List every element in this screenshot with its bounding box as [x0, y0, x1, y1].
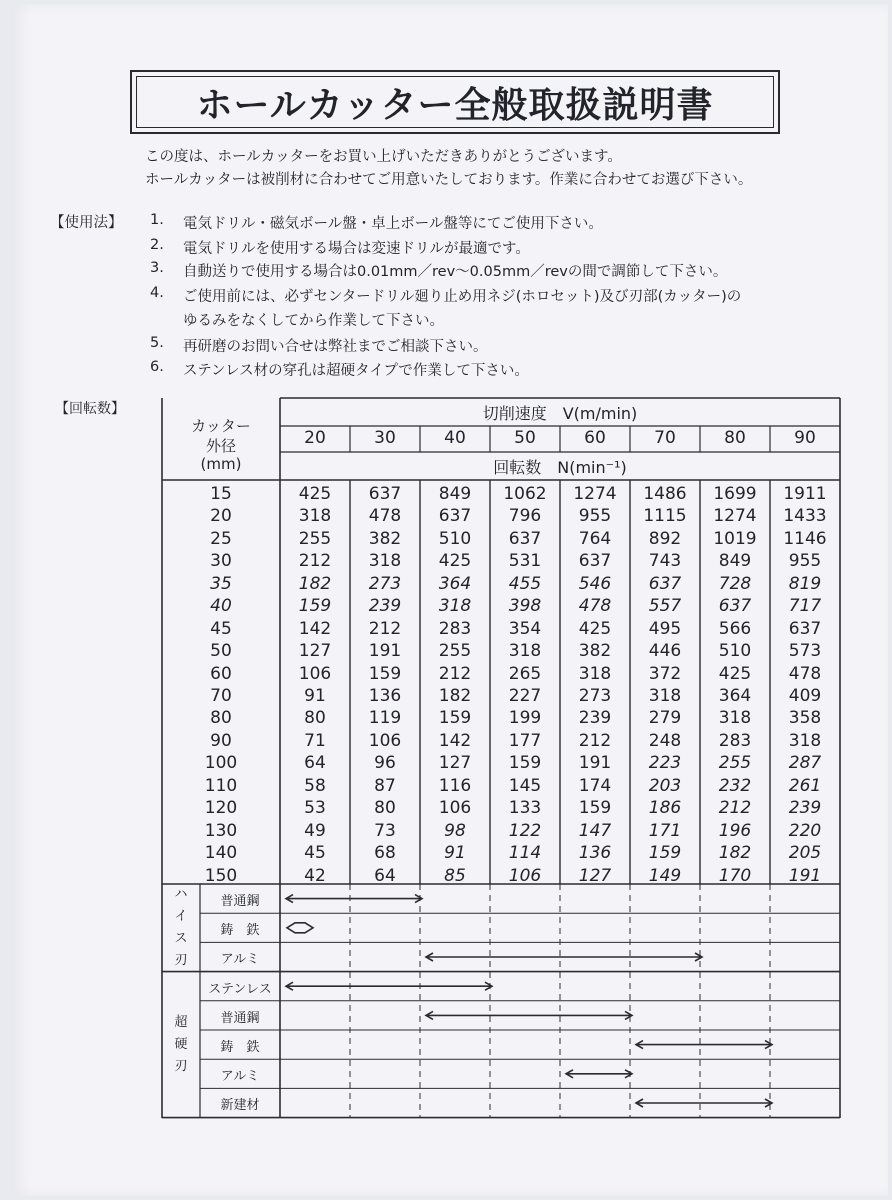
- rpm-value: 239: [578, 708, 612, 729]
- material-label: アルミ: [220, 952, 260, 968]
- speed-value: 90: [794, 428, 816, 448]
- rpm-value: 1062: [503, 484, 547, 504]
- blade-type-label: [162, 1012, 200, 1078]
- material-label: 普通鋼: [220, 1010, 260, 1026]
- rpm-value: 220: [788, 820, 822, 841]
- rpm-value: 58: [304, 775, 326, 796]
- rpm-value: 261: [788, 775, 822, 796]
- rpm-value: 136: [578, 843, 612, 864]
- rpm-value: 425: [578, 618, 612, 639]
- rpm-value: 273: [578, 686, 612, 706]
- rpm-value: 637: [438, 506, 472, 527]
- rpm-value: 239: [368, 596, 402, 617]
- rpm-value: 203: [648, 775, 682, 796]
- rpm-value: 478: [578, 596, 612, 617]
- rpm-value: 1486: [643, 484, 687, 504]
- rpm-value: 1146: [783, 528, 827, 549]
- rpm-value: 142: [438, 730, 472, 751]
- usage-item-text: ゆるみをなくしてから作業して下さい。: [183, 313, 444, 329]
- rpm-value: 64: [304, 753, 326, 774]
- rpm-value: 318: [298, 506, 332, 527]
- rpm-value: 318: [438, 596, 472, 617]
- document-title: ホールカッター全般取扱説明書: [196, 84, 714, 126]
- diameter-value: 60: [210, 663, 232, 684]
- diameter-value: 100: [204, 753, 238, 774]
- rpm-value: 186: [648, 798, 682, 819]
- diameter-value: 90: [210, 730, 232, 751]
- rpm-value: 637: [648, 573, 682, 594]
- rpm-value: 177: [508, 730, 542, 751]
- rpm-value: 196: [718, 820, 752, 841]
- rpm-value: 212: [298, 551, 332, 572]
- rpm-value: 318: [788, 730, 822, 751]
- rpm-value: 637: [368, 484, 402, 504]
- rpm-value: 199: [508, 708, 542, 729]
- speed-value: 50: [514, 428, 536, 448]
- blade-type-char: イ: [174, 908, 188, 924]
- rpm-value: 318: [368, 551, 402, 572]
- rpm-value: 116: [438, 775, 472, 796]
- rpm-value: 42: [304, 865, 326, 886]
- rpm-value: 96: [374, 753, 396, 774]
- rpm-value: 127: [438, 753, 472, 774]
- rpm-value: 98: [444, 820, 466, 841]
- diameter-value: 70: [210, 686, 232, 706]
- rpm-value: 743: [648, 551, 682, 572]
- rpm-value: 510: [718, 641, 752, 662]
- usage-item-number: 3.: [150, 260, 164, 276]
- rpm-value: 849: [718, 551, 752, 572]
- intro-line-2: ホールカッターは被削材に合わせてご用意いたしております。作業に合わせてお選び下さい。: [145, 172, 753, 188]
- diameter-value: 120: [204, 798, 238, 819]
- rpm-value: 91: [304, 686, 326, 706]
- rpm-value: 239: [788, 798, 822, 819]
- usage-item-text: ステンレス材の穿孔は超硬タイプで作業して下さい。: [183, 363, 529, 379]
- rpm-value: 425: [298, 484, 332, 504]
- speed-value: 70: [654, 428, 676, 448]
- diameter-header-line: カッター: [191, 417, 251, 435]
- rpm-value: 223: [648, 753, 682, 774]
- rpm-value: 531: [508, 551, 542, 572]
- rpm-value: 358: [788, 708, 822, 729]
- rpm-value: 1019: [713, 528, 757, 549]
- rpm-value: 557: [648, 596, 682, 617]
- rpm-value: 45: [304, 843, 326, 864]
- diameter-value: 50: [210, 641, 232, 662]
- rpm-value: 318: [578, 663, 612, 684]
- blade-type-char: 超: [174, 1014, 188, 1030]
- rpm-header: 回転数 N(min⁻¹): [493, 458, 627, 477]
- rpm-value: 1699: [713, 484, 757, 504]
- rpm-value: 478: [788, 663, 822, 684]
- rpm-value: 398: [508, 596, 542, 617]
- blade-type-char: 硬: [174, 1036, 188, 1052]
- rpm-value: 248: [648, 730, 682, 751]
- rpm-value: 159: [578, 798, 612, 819]
- rpm-value: 136: [368, 686, 402, 706]
- diameter-header-line: 外径: [205, 437, 236, 455]
- rpm-value: 728: [718, 573, 752, 594]
- rpm-value: 212: [718, 798, 752, 819]
- rpm-value: 159: [368, 663, 402, 684]
- material-label: 新建材: [220, 1098, 260, 1114]
- rpm-value: 227: [508, 686, 542, 706]
- rpm-value: 182: [438, 686, 472, 706]
- rpm-value: 80: [304, 708, 326, 729]
- rpm-value: 142: [298, 618, 332, 639]
- diameter-value: 130: [204, 820, 238, 841]
- rpm-value: 318: [648, 686, 682, 706]
- rpm-value: 212: [438, 663, 472, 684]
- usage-item-number: 4.: [150, 285, 164, 301]
- usage-item-number: 6.: [150, 359, 164, 375]
- rpm-value: 382: [368, 528, 402, 549]
- rpm-value: 637: [578, 551, 612, 572]
- rpm-value: 1274: [713, 506, 757, 527]
- rpm-value: 64: [374, 865, 396, 886]
- usage-item-text: 再研磨のお問い合せは弊社までご相談下さい。: [183, 339, 488, 355]
- rpm-value: 147: [578, 820, 612, 841]
- rpm-value: 446: [648, 641, 682, 662]
- rpm-value: 409: [788, 686, 822, 706]
- rpm-value: 849: [438, 484, 472, 504]
- speed-value: 80: [724, 428, 746, 448]
- rpm-value: 764: [578, 528, 612, 549]
- usage-item-text: 自動送りで使用する場合は0.01mm／rev～0.05mm／revの間で調節して下さい。: [183, 264, 728, 280]
- speed-value: 40: [444, 428, 466, 448]
- rpm-value: 1274: [573, 484, 617, 504]
- cutting-speed-header: 切削速度 V(m/min): [482, 404, 638, 423]
- diameter-value: 20: [210, 506, 232, 527]
- rpm-value: 364: [438, 573, 472, 594]
- rpm-value: 149: [648, 865, 682, 886]
- rpm-value: 159: [438, 708, 472, 729]
- rpm-value: 255: [718, 753, 752, 774]
- rpm-value: 212: [368, 618, 402, 639]
- rpm-value: 372: [648, 663, 682, 684]
- rpm-value: 191: [368, 641, 402, 662]
- rpm-value: 318: [508, 641, 542, 662]
- material-label: 鋳 鉄: [220, 923, 260, 939]
- diameter-value: 140: [204, 843, 238, 864]
- material-label: 普通鋼: [220, 894, 260, 909]
- rpm-value: 265: [508, 663, 542, 684]
- rpm-value: 91: [444, 843, 466, 864]
- rpm-value: 955: [788, 551, 822, 572]
- rpm-value: 382: [578, 641, 612, 662]
- rpm-value: 573: [788, 641, 822, 662]
- rpm-value: 191: [578, 753, 612, 774]
- rpm-value: 955: [578, 506, 612, 527]
- rpm-value: 495: [648, 618, 682, 639]
- diameter-value: 40: [210, 596, 232, 617]
- rpm-value: 546: [578, 573, 612, 594]
- rpm-value: 1911: [783, 484, 827, 504]
- rpm-value: 637: [508, 528, 542, 549]
- rpm-value: 425: [438, 551, 472, 572]
- usage-item-number: 2.: [150, 237, 164, 253]
- rpm-value: 170: [718, 865, 752, 886]
- rpm-value: 127: [298, 641, 332, 662]
- diameter-value: 25: [210, 528, 232, 549]
- usage-item-number: 1.: [150, 212, 164, 228]
- rpm-value: 174: [578, 775, 612, 796]
- blade-type-char: ハ: [174, 886, 188, 902]
- rpm-value: 1115: [643, 506, 687, 527]
- rpm-value: 318: [718, 708, 752, 729]
- rpm-value: 283: [718, 730, 752, 751]
- diameter-value: 35: [210, 573, 232, 594]
- rpm-value: 478: [368, 506, 402, 527]
- usage-label: 【使用法】: [50, 215, 123, 231]
- intro-line-1: この度は、ホールカッターをお買い上げいただきありがとうございます。: [145, 149, 622, 165]
- rpm-value: 106: [368, 730, 402, 751]
- rpm-value: 73: [374, 820, 396, 841]
- usage-item-number: 5.: [150, 335, 164, 351]
- rpm-value: 455: [508, 573, 542, 594]
- rpm-value: 159: [298, 596, 332, 617]
- rpm-value: 159: [648, 843, 682, 864]
- rpm-value: 49: [304, 820, 326, 841]
- rpm-value: 287: [788, 753, 822, 774]
- rpm-value: 279: [648, 708, 682, 729]
- rpm-value: 232: [718, 775, 752, 796]
- rpm-value: 87: [374, 775, 396, 796]
- rpm-value: 255: [438, 641, 472, 662]
- range-diamond-marker: [287, 923, 313, 933]
- material-label: 鋳 鉄: [220, 1040, 260, 1055]
- diameter-value: 80: [210, 708, 232, 729]
- rpm-value: 85: [444, 865, 466, 886]
- rpm-value: 145: [508, 775, 542, 796]
- rpm-value: 114: [508, 843, 542, 864]
- rpm-value: 133: [508, 798, 542, 819]
- rpm-value: 205: [788, 843, 822, 864]
- usage-item-text: 電気ドリル・磁気ボール盤・卓上ボール盤等にてご使用下さい。: [183, 216, 603, 232]
- diameter-value: 45: [210, 618, 232, 639]
- rpm-value: 364: [718, 686, 752, 706]
- usage-item-text: 電気ドリルを使用する場合は変速ドリルが最適です。: [183, 241, 530, 257]
- rpm-value: 122: [508, 820, 542, 841]
- rpm-value: 53: [304, 798, 326, 819]
- rpm-value: 106: [508, 865, 542, 886]
- material-label: ステンレス: [208, 981, 272, 997]
- rpm-value: 425: [718, 663, 752, 684]
- diameter-value: 30: [210, 551, 232, 572]
- rpm-value: 71: [304, 730, 326, 751]
- rpm-value: 68: [374, 843, 396, 864]
- rpm-value: 566: [718, 618, 752, 639]
- diameter-header-line: (mm): [200, 455, 242, 473]
- rpm-value: 796: [508, 506, 542, 527]
- rpm-value: 637: [718, 596, 752, 617]
- rpm-value: 182: [298, 573, 332, 594]
- speed-value: 60: [584, 428, 606, 448]
- rpm-value: 819: [788, 573, 822, 594]
- rpm-value: 892: [648, 528, 682, 549]
- blade-type-label: [162, 884, 200, 972]
- rpm-value: 283: [438, 618, 472, 639]
- rpm-value: 354: [508, 618, 542, 639]
- diameter-value: 15: [210, 484, 232, 504]
- rpm-value: 510: [438, 528, 472, 549]
- rpm-value: 106: [438, 798, 472, 819]
- speed-value: 20: [304, 428, 326, 448]
- rpm-value: 273: [368, 573, 402, 594]
- diameter-value: 150: [204, 865, 238, 886]
- rpm-value: 119: [368, 708, 402, 729]
- rotation-label: 【回転数】: [55, 401, 125, 417]
- diameter-value: 110: [204, 775, 238, 796]
- blade-type-char: 刃: [174, 952, 188, 968]
- rpm-value: 637: [788, 618, 822, 639]
- blade-type-char: ス: [174, 930, 188, 946]
- usage-item-text: ご使用前には、必ずセンタードリル廻り止め用ネジ(ホロセット)及び刃部(カッター)の: [183, 289, 742, 305]
- rpm-value: 106: [298, 663, 332, 684]
- rpm-value: 255: [298, 528, 332, 549]
- rpm-value: 159: [508, 753, 542, 774]
- rpm-value: 80: [374, 798, 396, 819]
- rpm-value: 1433: [783, 506, 827, 527]
- rpm-value: 191: [788, 865, 822, 886]
- rpm-value: 717: [788, 596, 822, 617]
- speed-value: 30: [374, 428, 396, 448]
- rpm-value: 182: [718, 843, 752, 864]
- material-label: アルミ: [220, 1069, 260, 1085]
- blade-type-char: 刃: [174, 1058, 188, 1074]
- rpm-value: 171: [648, 820, 682, 841]
- rpm-value: 212: [578, 730, 612, 751]
- rpm-value: 127: [578, 865, 612, 886]
